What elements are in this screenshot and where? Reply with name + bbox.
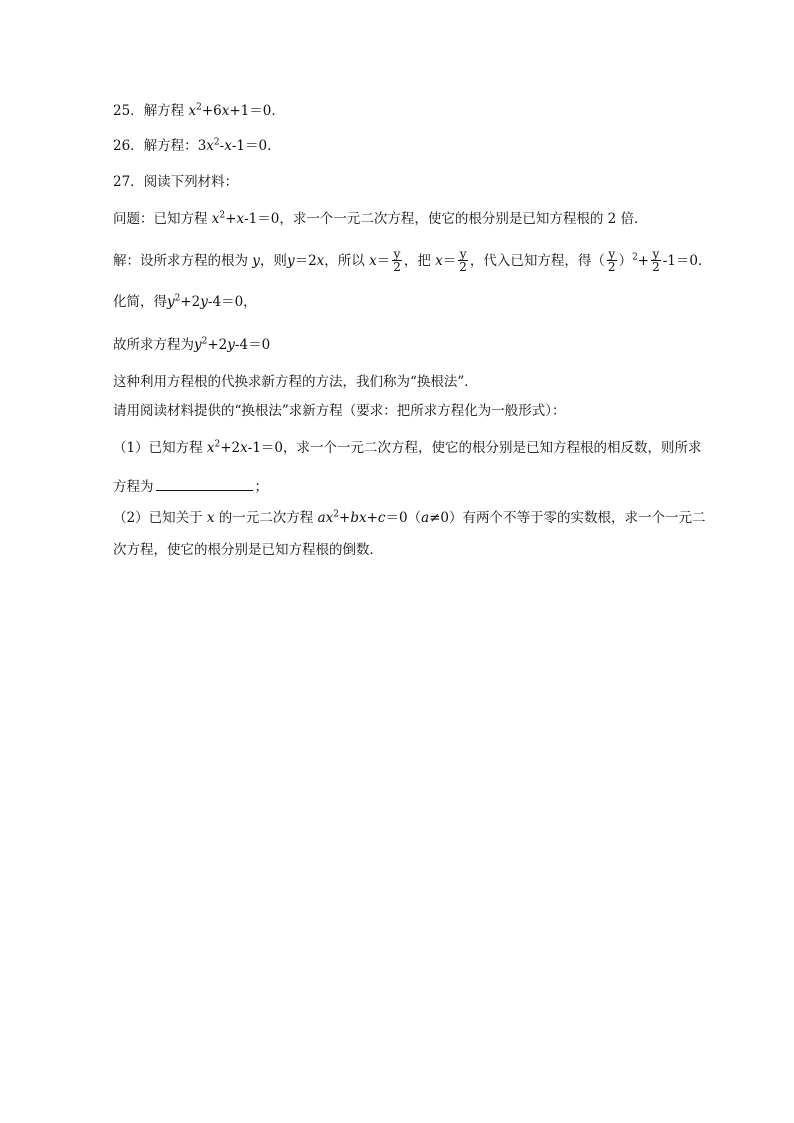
text-run: ＝0（ (385, 510, 422, 526)
text-run: -1＝0，求一个一元二次方程，使它的根分别是已知方程根的相反数，则所求 (247, 440, 702, 456)
question-27-intro (113, 172, 238, 192)
equation-var: y (200, 294, 208, 310)
equation-exponent: 2 (213, 137, 220, 148)
text-run: ） (618, 253, 633, 269)
text-run: ＝ (442, 253, 457, 269)
equation-var: a (421, 510, 430, 526)
fraction-numerator: y (652, 247, 660, 261)
equation-term: +1＝0． (229, 103, 285, 119)
equation-term: 3 (197, 138, 207, 154)
fraction-y-over-2 (392, 248, 402, 273)
equation-var: y (252, 253, 260, 269)
text-run: ，所以 (324, 253, 370, 269)
equation-term: - (219, 138, 225, 154)
problem-statement (113, 209, 648, 229)
text-run: ，把 (403, 253, 436, 269)
fraction-y-over-2 (458, 248, 468, 273)
question-label: 解方程 (143, 103, 189, 119)
text-run: ，代入已知方程，得（ (469, 253, 605, 269)
equation-term: -1＝0． (231, 138, 281, 154)
equation-var: x (206, 138, 214, 154)
text-run: +2 (220, 440, 241, 456)
text-run: 的一元二次方程 (214, 510, 318, 526)
equation-exponent: 2 (174, 293, 181, 304)
text-run: 故所求方程为 (113, 337, 194, 353)
part-2-line-2 (113, 540, 383, 560)
text-run: + (225, 211, 237, 227)
text-run: + (339, 510, 351, 526)
fraction-denominator: 2 (607, 260, 616, 274)
equation-exponent: 2 (632, 252, 638, 263)
equation-var: x (211, 211, 220, 227)
text-run: -4＝0 (234, 337, 271, 353)
text-run: -1＝0，求一个一元二次方程，使它的根分别是已知方程根的 2 倍． (244, 211, 648, 227)
text-run: ≠0）有两个不等于零的实数根，求一个一元二 (429, 510, 706, 526)
text-run: （2）已知关于 (113, 510, 207, 526)
text-run: 次方程，使它的根分别是已知方程根的倒数． (113, 542, 383, 558)
question-label: 解方程： (143, 138, 198, 154)
fraction-y-over-2 (607, 248, 617, 273)
equation-term: +6 (201, 103, 222, 119)
text-run: + (637, 253, 650, 269)
equation-exponent: 2 (214, 439, 221, 450)
fraction-y-over-2 (651, 248, 661, 273)
text-run: 解：设所求方程的根为 (113, 253, 253, 269)
equation-var: x (435, 253, 443, 269)
equation-var: x (206, 440, 215, 456)
answer-blank[interactable] (156, 476, 253, 491)
text-run: 方程为 (113, 479, 154, 495)
text-run: 化简，得 (113, 294, 167, 310)
text-run: （1）已知方程 (113, 440, 207, 456)
text-run: ； (254, 479, 268, 495)
fraction-numerator: y (393, 247, 401, 261)
question-number: 27． (113, 174, 144, 190)
text-run: 这种利用方程根的代换求新方程的方法，我们称为“换根法”． (113, 374, 478, 390)
text-run: 问题：已知方程 (113, 211, 212, 227)
equation-exponent: 2 (333, 509, 340, 520)
question-number: 25． (113, 103, 144, 119)
question-25 (113, 101, 285, 121)
question-26 (113, 136, 281, 156)
fraction-numerator: y (459, 247, 467, 261)
question-number: 26． (113, 138, 144, 154)
equation-var: x (240, 440, 248, 456)
equation-var: x (316, 253, 325, 269)
text-run: +2 (207, 337, 228, 353)
text-run: ，则 (259, 253, 287, 269)
text-run: +2 (180, 294, 201, 310)
text-run: -1＝0． (662, 253, 712, 269)
fraction-numerator: y (608, 247, 616, 261)
equation-var: x (188, 103, 197, 119)
equation-var: x (224, 138, 232, 154)
equation-var: x (206, 510, 215, 526)
equation-exponent: 2 (219, 210, 226, 221)
equation-var: bx (350, 510, 367, 526)
fraction-denominator: 2 (459, 260, 467, 274)
equation-var: y (227, 337, 235, 353)
solution-line (113, 249, 712, 274)
equation-var: y (194, 337, 202, 353)
text-run: -4＝0， (207, 294, 257, 310)
equation-var: y (286, 253, 295, 269)
method-line (113, 372, 478, 392)
part-2-line-1 (113, 508, 706, 528)
task-line (113, 401, 566, 421)
question-intro: 阅读下列材料： (143, 174, 239, 190)
text-run: + (366, 510, 378, 526)
equation-exponent: 2 (196, 102, 202, 113)
equation-var: ax (317, 510, 334, 526)
part-1-line-2 (113, 476, 268, 497)
text-run: ＝ (376, 253, 391, 269)
part-1-line-1 (113, 438, 702, 458)
result-line (113, 335, 270, 355)
equation-exponent: 2 (201, 336, 208, 347)
fraction-denominator: 2 (393, 260, 401, 274)
simplify-line (113, 292, 257, 312)
equation-var: c (377, 510, 386, 526)
equation-var: x (221, 103, 230, 119)
equation-var: y (167, 294, 175, 310)
equation-var: x (369, 253, 377, 269)
fraction-denominator: 2 (652, 260, 660, 274)
text-run: 请用阅读材料提供的“换根法”求新方程（要求：把所求方程化为一般形式）： (113, 403, 566, 419)
text-run: ＝2 (294, 253, 317, 269)
equation-var: x (236, 211, 245, 227)
